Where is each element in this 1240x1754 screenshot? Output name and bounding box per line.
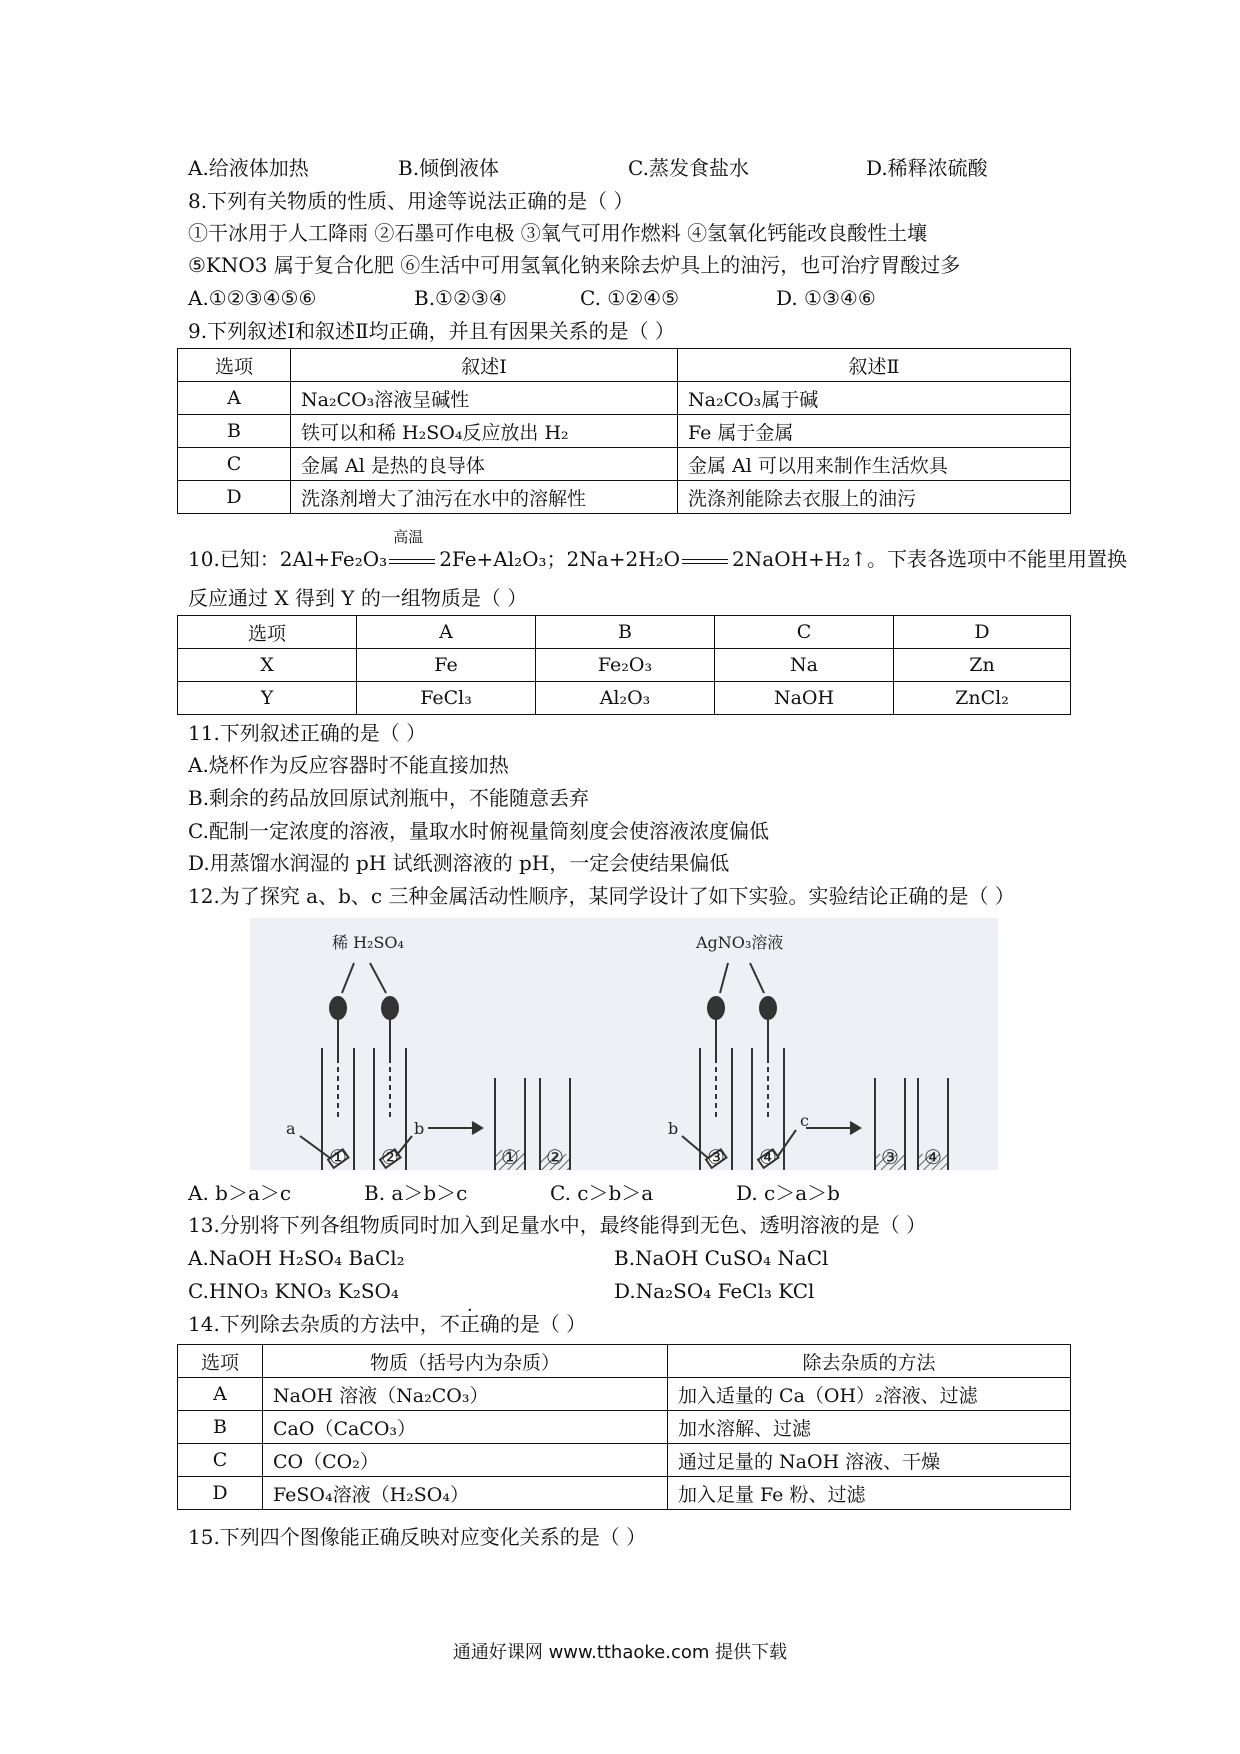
table-cell: 加入足量 Fe 粉、过滤	[668, 1477, 1071, 1510]
q7-option-d: D.稀释浓硫酸	[866, 156, 988, 180]
q14-stem-part1: 14.下列除去杂质的方法中，	[188, 1312, 440, 1336]
q13-option-d: D.Na₂SO₄ FeCl₃ KCl	[614, 1279, 815, 1303]
q9-stem: 9.下列叙述Ⅰ和叙述Ⅱ均正确，并且有因果关系的是（ ）	[188, 319, 675, 343]
q11-option-d: D.用蒸馏水润湿的 pH 试纸测溶液的 pH，一定会使结果偏低	[188, 851, 730, 875]
q11-stem: 11.下列叙述正确的是（ ）	[188, 721, 427, 745]
q12-option-d: D. c＞a＞b	[736, 1181, 840, 1205]
header-cell: 选项	[178, 1345, 263, 1378]
table-cell: Al₂O₃	[536, 682, 715, 715]
table-header	[178, 1345, 1071, 1378]
q8-options	[188, 285, 1068, 311]
q14-stem-part2: 的是（ ）	[499, 1312, 587, 1336]
table-row	[178, 415, 1071, 448]
metal-label: a	[286, 1119, 296, 1138]
table-cell: C	[178, 448, 291, 481]
header-cell: 物质（括号内为杂质）	[263, 1345, 668, 1378]
q11-option-a: A.烧杯作为反应容器时不能直接加热	[188, 753, 509, 777]
table-cell: CaO（CaCO₃）	[263, 1411, 668, 1444]
q12-experiment-figure	[250, 918, 998, 1170]
table-row	[178, 448, 1071, 481]
table-cell: 铁可以和稀 H₂SO₄反应放出 H₂	[291, 415, 678, 448]
q13-stem: 13.分别将下列各组物质同时加入到足量水中，最终能得到无色、透明溶液的是（ ）	[188, 1213, 927, 1237]
q7-option-b: B.倾倒液体	[398, 156, 500, 180]
table-cell: Fe₂O₃	[536, 649, 715, 682]
table-cell: B	[178, 415, 291, 448]
q12-option-c: C. c＞b＞a	[550, 1181, 654, 1205]
table-cell: Zn	[894, 649, 1071, 682]
table-cell: 金属 Al 可以用来制作生活炊具	[678, 448, 1071, 481]
q13-option-c: C.HNO₃ KNO₃ K₂SO₄	[188, 1279, 399, 1303]
q8-option-b: B.①②③④	[414, 286, 507, 310]
q11-option-c: C.配制一定浓度的溶液，量取水时俯视量筒刻度会使溶液浓度偏低	[188, 819, 769, 843]
tube-number: ④	[924, 1145, 942, 1169]
q8-option-a: A.①②③④⑤⑥	[188, 286, 317, 310]
tube-number: ④	[759, 1145, 777, 1169]
q8-statements-2: ⑤KNO3 属于复合化肥 ⑥生活中可用氢氧化钠来除去炉具上的油污，也可治疗胃酸过多	[188, 253, 961, 277]
q10-table	[177, 615, 1071, 715]
q13-option-b: B.NaOH CuSO₄ NaCl	[614, 1246, 829, 1270]
tube-number: ①	[501, 1145, 519, 1169]
table-cell: C	[178, 1444, 263, 1477]
q13-option-a: A.NaOH H₂SO₄ BaCl₂	[188, 1246, 405, 1270]
q8-option-d: D. ①③④⑥	[776, 286, 876, 310]
q14-table	[177, 1344, 1071, 1510]
table-cell: 加水溶解、过滤	[668, 1411, 1071, 1444]
table-cell: A	[178, 382, 291, 415]
table-row	[178, 682, 1071, 715]
table-row	[178, 1444, 1071, 1477]
q8-option-c: C. ①②④⑤	[580, 286, 680, 310]
tube-number: ②	[546, 1145, 564, 1169]
table-row	[178, 481, 1071, 514]
table-cell: Na₂CO₃属于碱	[678, 382, 1071, 415]
table-cell: FeCl₃	[357, 682, 536, 715]
q14-stem	[188, 1311, 586, 1337]
table-cell: B	[178, 1411, 263, 1444]
metal-label: c	[800, 1111, 809, 1130]
table-row	[178, 1378, 1071, 1411]
table-cell: 金属 Al 是热的良导体	[291, 448, 678, 481]
tube-number: ②	[381, 1145, 399, 1169]
tube-number: ①	[329, 1145, 347, 1169]
table-cell: 洗涤剂能除去衣服上的油污	[678, 481, 1071, 514]
table-cell: NaOH	[715, 682, 894, 715]
table-cell: CO（CO₂）	[263, 1444, 668, 1477]
q10-stem-line2: 反应通过 X 得到 Y 的一组物质是（ ）	[188, 586, 528, 610]
q7-option-c: C.蒸发食盐水	[628, 156, 749, 180]
q12-option-a: A. b＞a＞c	[188, 1181, 292, 1205]
table-cell: Fe	[357, 649, 536, 682]
table-cell: 洗涤剂增大了油污在水中的溶解性	[291, 481, 678, 514]
table-cell: Na₂CO₃溶液呈碱性	[291, 382, 678, 415]
table-cell: 加入适量的 Ca（OH）₂溶液、过滤	[668, 1378, 1071, 1411]
metal-label: b	[668, 1119, 679, 1138]
q12-options	[188, 1180, 1068, 1206]
metal-label: b	[414, 1119, 425, 1138]
table-cell: ZnCl₂	[894, 682, 1071, 715]
q10-equation-line	[188, 528, 1128, 572]
page-footer: 通通好课网 www.tthaoke.com 提供下载	[452, 1642, 788, 1663]
header-cell: B	[536, 616, 715, 649]
table-row	[178, 1411, 1071, 1444]
table-cell: Fe 属于金属	[678, 415, 1071, 448]
table-cell: D	[178, 1477, 263, 1510]
q10-eq-part2: 2Fe+Al₂O₃；2Na+2H₂O	[439, 547, 681, 571]
header-cell: A	[357, 616, 536, 649]
q14-emphasis: 不正确	[439, 1312, 500, 1336]
q11-option-b: B.剩余的药品放回原试剂瓶中，不能随意丢弃	[188, 786, 590, 810]
tube-number: ③	[881, 1145, 899, 1169]
table-row	[178, 382, 1071, 415]
tube-number: ③	[707, 1145, 725, 1169]
header-cell: 选项	[178, 616, 357, 649]
header-cell: 除去杂质的方法	[668, 1345, 1071, 1378]
table-cell: A	[178, 1378, 263, 1411]
q10-condition: 高温	[393, 528, 424, 546]
q12-stem: 12.为了探究 a、b、c 三种金属活动性顺序，某同学设计了如下实验。实验结论正确的是（ ）	[188, 884, 1015, 908]
figure-background	[250, 918, 998, 1170]
q12-option-b: B. a＞b＞c	[364, 1181, 468, 1205]
header-cell: D	[894, 616, 1071, 649]
q10-reaction-arrow	[387, 528, 439, 572]
header-cell: C	[715, 616, 894, 649]
table-row	[178, 1477, 1071, 1510]
q10-eq-part3: 2NaOH+H₂↑。下表各选项中不能里用置换	[732, 547, 1128, 571]
table-header	[178, 349, 1071, 382]
q13-options-row1	[188, 1245, 1068, 1271]
header-cell: 选项	[178, 349, 291, 382]
table-cell: D	[178, 481, 291, 514]
table-header	[178, 616, 1071, 649]
table-cell: NaOH 溶液（Na₂CO₃）	[263, 1378, 668, 1411]
header-cell: 叙述Ⅰ	[291, 349, 678, 382]
q7-option-a: A.给液体加热	[188, 156, 309, 180]
table-cell: Y	[178, 682, 357, 715]
table-cell: Na	[715, 649, 894, 682]
reagent-label: 稀 H₂SO₄	[332, 933, 404, 952]
q10-eq-part1: 10.已知：2Al+Fe₂O₃	[188, 547, 388, 571]
q8-statements-1: ①干冰用于人工降雨 ②石墨可作电极 ③氧气可用作燃料 ④氢氧化钙能改良酸性土壤	[188, 221, 928, 245]
table-cell: FeSO₄溶液（H₂SO₄）	[263, 1477, 668, 1510]
header-cell: 叙述Ⅱ	[678, 349, 1071, 382]
table-cell: 通过足量的 NaOH 溶液、干燥	[668, 1444, 1071, 1477]
q7-options	[188, 155, 1068, 181]
q15-stem: 15.下列四个图像能正确反映对应变化关系的是（ ）	[188, 1525, 647, 1549]
q8-stem: 8.下列有关物质的性质、用途等说法正确的是（ ）	[188, 189, 634, 213]
q9-table	[177, 348, 1071, 514]
q10-equals-sign	[680, 546, 732, 572]
table-row	[178, 649, 1071, 682]
q13-options-row2	[188, 1278, 1068, 1304]
reagent-label: AgNO₃溶液	[696, 933, 784, 952]
table-cell: X	[178, 649, 357, 682]
